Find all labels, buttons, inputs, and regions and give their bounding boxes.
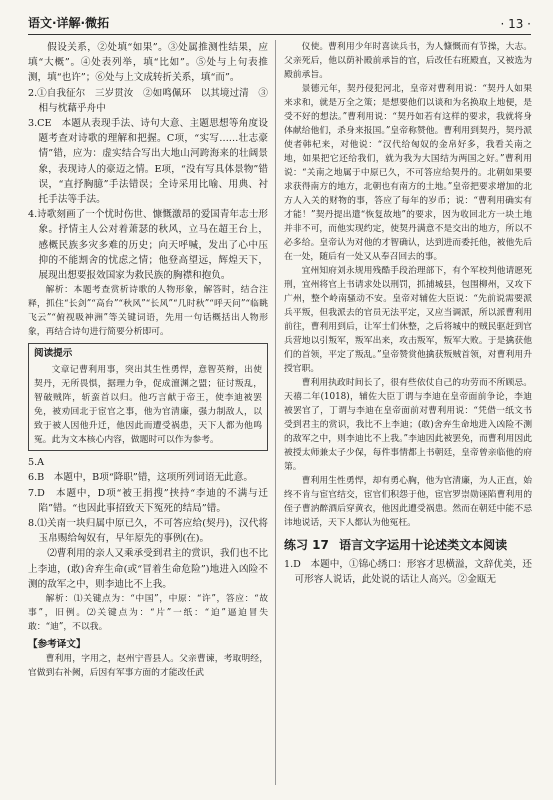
reading-tip-title: 阅读提示 [34,348,73,360]
page-number: · 13 · [500,17,531,31]
answer-7: 7.D 本题中，D项“被王捐搜”挟持“李迪的不满与迁陷”错。“也因此事招致天下冤死的结局”错。 [28,487,268,514]
exercise-title: 语言文字运用十论述类文本阅读 [339,538,508,552]
answer-2: 2.①自我征尔 三岁贯汝 ②如鸣佩环 以其境过清 ③相与枕藉乎舟中 [28,87,268,114]
answer-6: 6.B 本题中，B项“降职”错，这项所列词语无此意。 [28,472,253,484]
translation-p2: 景德元年，契丹侵犯河北，皇帝对曹利用说：“契丹人如果来求和，就是万全之策；是想要他们以谈和为名换取上地便，是受不好的想法。”曹利用说：“契丹如若有这样的要求，我就将身体献给他们，杀身来报国。”皇帝称赞他。曹利用到契丹，契丹派使者韩杞来，对他说：“汉代给匈奴的金帛好多，我看关南之地，如果把它还给我们，就为我为大国结为两国之好。”曹利用说：“关南之地属于中原已久，不可答应给契丹的。北朝如果要求获得南方的地方，北朝也有南方的土地。”皇帝把要求增加的北方人入关的财物的事，答应了每年的岁币；说：“曹利用确实有才能！”契丹提出遣“恢复故地”的要求，因为收回北方一块土地并非不可，而他实现约定，使契丹满意不是交出的地方，所以不必多给。皇帝认为对他的才智确认，达到进而委托他，被他先后在一处，随后有一处又从奉召回去的事。 [284,84,532,262]
answer-8b: ⑵曹利用的亲人又乘承受到君主的赏识，我们也不比上李迪，(敢)舍弃生命(或“冒着生命危险”)地进入凶险不测的敌军之中，则李迪比不上我。 [28,548,268,590]
translation-p1: 仪使。曹利用少年时喜读兵书，为人慷慨而有节操，大志。父亲死后，他以荫补殿前承旨的官，后改任右班殿直，又被选为殿前承旨。 [284,42,532,80]
translation-p5: 曹利用生性勇悍，却有勇心胸，他为官清廉，为人正直，始终不肯与宦官结交，宦官们积怨于他，宦官罗崇勋诬陷曹利用的侄子曹汭醉酒后穿黄衣，他因此遭受祸患。然而在朝廷中能不忌讳地说话，天下人都认为他冤枉。 [284,476,532,528]
answer-text: 假设关系，②处填“如果”。③处属推测性结果，应填“大概”。④处表列举，填“比如”。⑤处与上句表推测，填“也许”；⑥处与上文成转折关系，填“而”。 [28,42,268,84]
reading-tip-box [28,343,268,451]
exercise-answer-1: 1.D 本题中，①锦心绣口：形容才思横溢，文辞优美，还可形容人说话，此处说的话让人高兴。②金瓯无 [284,559,532,586]
translation-p3: 宜州知府刘永规用残酷手段治理部下，有个军校判他请愿死刑，宜州将官上书请求处以刑罚，抓捕城县，包围柳州，又攻下广州，整个岭南骚动不安。皇帝对辅佐大臣说：“先前说需要派兵平叛，但我派去的官员无法平定，又应当调派，所以派曹利用前往，曹利用到后，让军士们休整，之后将城中的贼民驱赶到官兵营地以引叛军，叛军出来，攻击叛军，叛军大败。于是擒获他们的首领，平定了叛乱。”皇帝赞赏他擒获叛贼首领，对曹利用升授官职。 [284,266,532,374]
reading-tip-text: 文章记曹利用事，突出其生性勇悍，意智英辩，出使契丹，无所畏惧，据理力争，促成澶渊之盟；征讨叛乱，智破贼阵，斩蛮首以归。他巧言献于帝王，使李迪被罢免，被劝回北于宦官之事，他为官清廉，强力制敌人，以致于被人因他升迁，他因此而遭受祸患，天下人都为他鸣冤。此为文本核心内容，做题时可以作为参考。 [34,365,262,446]
page-header [28,12,531,35]
answer-8a: 8.⑴关南一块归属中原已久，不可答应给(契丹)，汉代将玉帛赐给匈奴有，早年原先的事例(在)。 [28,518,268,545]
answer-5: 5.A [28,457,45,469]
book-title: 语文·详解·微拓 [28,16,110,30]
column-divider [275,40,276,785]
analysis-8: 解析：⑴关键点为：“中国”，中原：“许”，答应：“故事”，旧例。⑵关键点为：“片”一纸：“迫”逼迫冒失敢：“迪”，不以我。 [28,594,268,633]
answer-3: 3.CE 本题从表现手法、诗句大意、主题思想等角度设题考查对诗歌的理解和把握。C项，“实写……壮志豪情”错，应为：虚实结合写出大地山河跨海来的壮阔景象，表现诗人的豪迈之情。E项，“没有写具体景物”错误，“直抒胸臆”手法错误；全诗采用比喻、用典、衬托手法等手法。 [28,118,268,206]
translation-p4: 曹利用执政时间长了，很有些依仗自己的功劳而不所顾忌。天禧二年(1018)，辅佐大臣丁谓与李迪在皇帝面前争论，李迪被罢官了，丁谓与李迪在皇帝面前对曹利用说：“凭借一纸文书受到君主的赏识，我比不上李迪；(敢)舍弃生命地进入凶险不测的敌军之中，则李迪比不上我。”李迪因此被罢免，而曹利用因此被授太师兼太子少保，每件事情都上书朝廷，皇帝曾亲临他的府第。 [284,378,532,472]
exercise-number: 练习 17 [284,538,329,552]
right-column [284,40,532,587]
reference-translation-text: 曹利用，字用之，赵州宁晋县人。父亲曹谏，考取明经，官做到右补阙，后因有军事方面的才能改任武 [28,654,268,679]
answer-4: 4.诗歌刻画了一个忧时伤世、慷慨激昂的爱国青年志士形象。抒情主人公对着萧瑟的秋风，立马在超王台上，感概民族多灾多难的历史；向天呼喊，发出了心中压抑的不能割舍的忧虑之情；他登高望远，辉煌天下，展现出想要报效国家为救民族的胸襟和抱负。 [28,209,268,282]
analysis-4: 解析：本题考查赏析诗歌的人物形象，解答时，结合注释，抓住“长剑”“高台”“秋风”“长风”“几时秋”“呼天问”“临眺飞云”“俯视吸神洲”等关键词语，先用一句话概括出人物形象，再结合诗句进行简要分析即可。 [28,285,268,338]
exercise-heading [284,536,532,554]
left-column [28,40,268,680]
reference-translation-title: 【参考译文】 [28,639,86,651]
